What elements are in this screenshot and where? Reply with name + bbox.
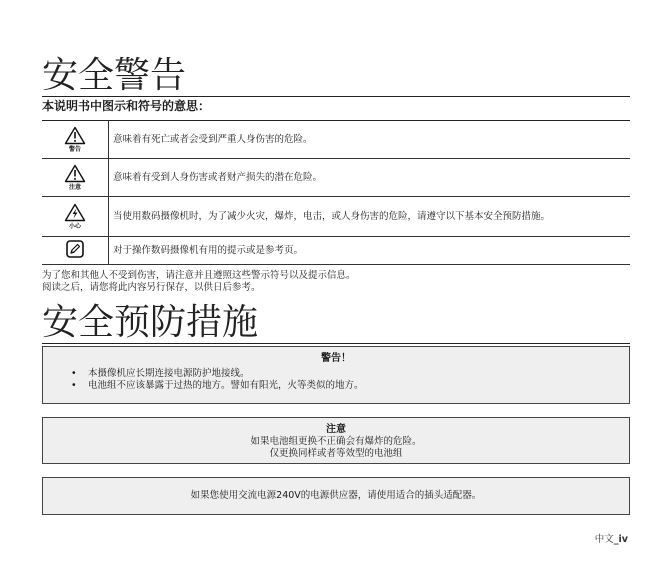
symbol-table [42, 120, 630, 265]
symbol-description: 对于操作数码摄像机有用的提示或是参考页。 [109, 237, 631, 265]
symbol-cell [42, 237, 109, 265]
symbol-cell [42, 121, 109, 159]
warning-list [43, 368, 629, 391]
adapter-text: 如果您使用交流电源240V的电源供应器，请使用适合的插头适配器。 [190, 490, 482, 501]
table-row [42, 121, 630, 159]
info-note: 阅读之后，请您将此内容另行保存，以供日后参考。 [42, 282, 261, 293]
info-note: 为了您和其他人不受到伤害，请注意并且遵照这些警示符号以及提示信息。 [42, 270, 356, 281]
warning-box [42, 346, 630, 404]
icon-caption: 小心 [68, 222, 81, 230]
caution-line: 如果电池组更换不正确会有爆炸的危险。 [250, 436, 422, 447]
note-pencil-icon [65, 239, 85, 259]
caution-line: 仅更换同样或者等效型的电池组 [269, 448, 403, 459]
page-number: _iv [613, 534, 628, 545]
symbol-description: 意味着有死亡或者会受到严重人身伤害的危险。 [109, 121, 631, 159]
table-row [42, 237, 630, 265]
list-item: • 电池组不应该暴露于过热的地方。譬如有阳光，火等类似的地方。 [88, 380, 629, 392]
symbol-cell [42, 197, 109, 237]
adapter-box [42, 477, 630, 515]
caution-triangle-icon [64, 164, 86, 191]
page-title-safety-precautions: 安全预防措施 [42, 303, 630, 344]
table-row [42, 197, 630, 237]
symbols-subtitle: 本说明书中图示和符号的意思： [42, 99, 211, 113]
symbol-description: 当使用数码摄像机时，为了减少火灾，爆炸，电击，或人身伤害的危险，请遵守以下基本安全预防措施。 [109, 197, 631, 237]
fire-shock-triangle-icon [64, 203, 86, 230]
page-footer [595, 531, 628, 545]
footer-language: 中文 [594, 534, 614, 545]
caution-heading: 注意 [326, 424, 346, 435]
symbol-cell [42, 159, 109, 197]
warning-triangle-icon [64, 126, 86, 153]
list-item: • 本摄像机应长期连接电源防护地接线。 [88, 368, 629, 380]
page-title-safety-warnings: 安全警告 [42, 56, 630, 97]
symbol-description: 意味着有受到人身伤害或者财产损失的潜在危险。 [109, 159, 631, 197]
icon-caption: 警告 [68, 145, 81, 153]
warning-heading: 警告！ [321, 353, 351, 364]
icon-caption: 注意 [68, 183, 81, 191]
table-row [42, 159, 630, 197]
caution-box [42, 417, 630, 464]
